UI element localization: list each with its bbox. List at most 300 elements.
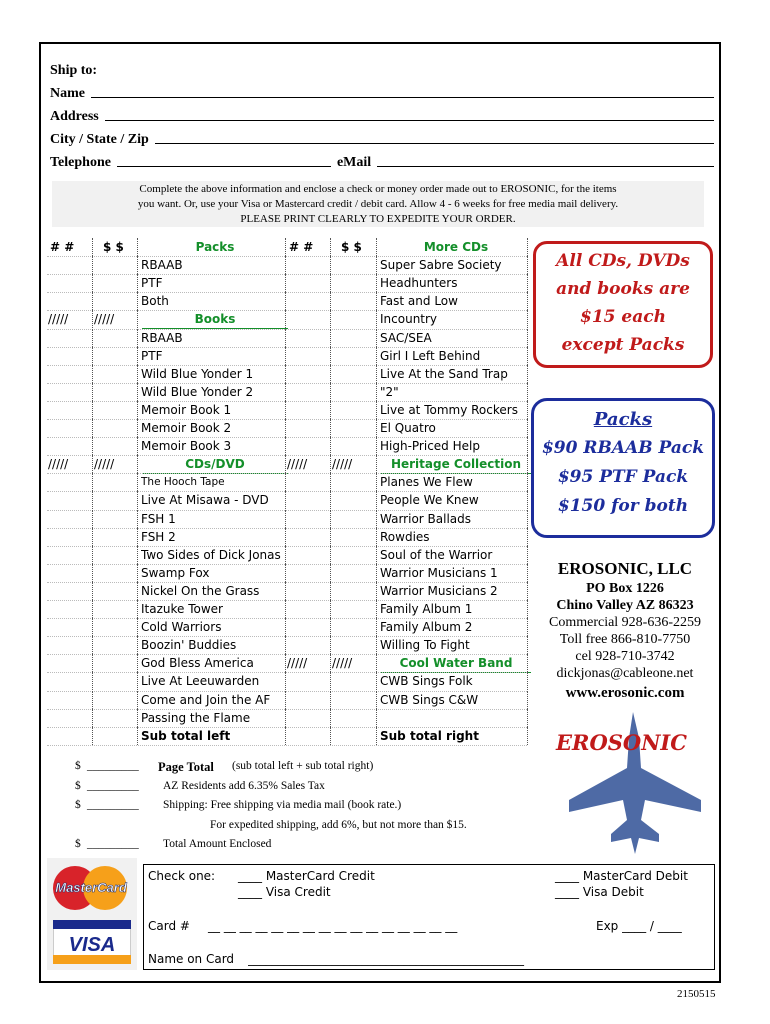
qty-field[interactable] bbox=[286, 636, 330, 654]
item-label: FSH 2 bbox=[141, 529, 176, 544]
column-divider bbox=[527, 582, 528, 600]
column-divider bbox=[330, 292, 331, 310]
qty-field[interactable] bbox=[286, 437, 330, 455]
item-label: RBAAB bbox=[141, 330, 183, 345]
column-divider bbox=[92, 274, 93, 292]
page-total-note: (sub total left + sub total right) bbox=[232, 760, 374, 772]
qty-field[interactable] bbox=[286, 274, 330, 292]
order-row bbox=[47, 329, 527, 347]
shipping-field[interactable]: _________ bbox=[87, 799, 139, 811]
column-divider bbox=[285, 292, 286, 310]
total-field[interactable]: _________ bbox=[87, 838, 139, 850]
price-field[interactable] bbox=[93, 292, 137, 310]
item-label: Boozin' Buddies bbox=[141, 638, 237, 653]
column-divider bbox=[92, 618, 93, 636]
column-divider bbox=[527, 600, 528, 618]
price-field[interactable] bbox=[93, 329, 137, 347]
column-divider bbox=[527, 510, 528, 528]
price-header: $ $ bbox=[341, 240, 362, 254]
qty-field[interactable] bbox=[47, 600, 91, 618]
item-label: Planes We Flew bbox=[380, 475, 473, 490]
qty-field[interactable] bbox=[286, 491, 330, 509]
column-divider bbox=[330, 546, 331, 564]
price-field[interactable] bbox=[93, 347, 137, 365]
column-divider bbox=[376, 709, 377, 727]
item-label: Memoir Book 1 bbox=[141, 402, 232, 417]
order-row bbox=[47, 274, 527, 292]
slash-mark: ///// bbox=[287, 457, 308, 472]
price-field[interactable] bbox=[331, 636, 375, 654]
qty-field[interactable] bbox=[286, 383, 330, 401]
qty-field[interactable] bbox=[47, 329, 91, 347]
column-divider bbox=[376, 528, 377, 546]
column-divider bbox=[330, 654, 331, 672]
qty-field[interactable] bbox=[47, 528, 91, 546]
column-divider bbox=[376, 564, 377, 582]
qty-field[interactable] bbox=[286, 310, 330, 328]
column-divider bbox=[527, 383, 528, 401]
item-label: Warrior Musicians 1 bbox=[380, 565, 498, 580]
dollar-sign: $ bbox=[75, 760, 81, 772]
qty-field[interactable] bbox=[47, 654, 91, 672]
price-field[interactable] bbox=[93, 636, 137, 654]
name-label: Name bbox=[50, 86, 85, 101]
section-header: CDs/DVD bbox=[142, 455, 288, 474]
column-divider bbox=[92, 727, 93, 745]
price-field[interactable] bbox=[331, 600, 375, 618]
payment-box bbox=[143, 864, 715, 970]
email-field[interactable] bbox=[377, 166, 714, 167]
column-divider bbox=[527, 473, 528, 491]
column-header: Packs bbox=[195, 240, 235, 254]
column-divider bbox=[285, 600, 286, 618]
item-label: The Hooch Tape bbox=[141, 476, 225, 489]
telephone-label: Telephone bbox=[50, 155, 111, 170]
qty-field[interactable] bbox=[47, 672, 91, 690]
dollar-sign: $ bbox=[75, 799, 81, 811]
qty-field[interactable] bbox=[47, 401, 91, 419]
slash-mark: ///// bbox=[287, 656, 308, 671]
phone-commercial: Commercial 928-636-2259 bbox=[548, 615, 702, 630]
order-row bbox=[47, 292, 527, 310]
price-field[interactable] bbox=[93, 691, 137, 709]
pack-price: $150 for both bbox=[557, 496, 689, 516]
item-label: CWB Sings C&W bbox=[380, 692, 479, 707]
price-field[interactable] bbox=[331, 310, 375, 328]
qty-field[interactable] bbox=[286, 365, 330, 383]
column-divider bbox=[527, 292, 528, 310]
column-divider bbox=[330, 618, 331, 636]
column-divider bbox=[330, 419, 331, 437]
column-divider bbox=[376, 691, 377, 709]
slash-mark: ///// bbox=[94, 312, 115, 327]
notice-line: Complete the above information and enclose a check or money order made out to EROSONIC, for the items bbox=[139, 183, 617, 195]
order-row bbox=[47, 401, 527, 419]
qty-field[interactable] bbox=[47, 709, 91, 727]
qty-field[interactable] bbox=[286, 510, 330, 528]
price-field[interactable] bbox=[93, 672, 137, 690]
qty-field[interactable] bbox=[47, 582, 91, 600]
column-divider bbox=[376, 274, 377, 292]
address-label: Address bbox=[50, 109, 99, 124]
name-on-card-label: Name on Card bbox=[148, 952, 235, 966]
column-divider bbox=[92, 473, 93, 491]
column-divider bbox=[137, 618, 138, 636]
column-divider bbox=[527, 491, 528, 509]
promo-line: except Packs bbox=[561, 335, 685, 355]
phone-toll-free: Toll free 866-810-7750 bbox=[559, 632, 691, 647]
column-divider bbox=[330, 727, 331, 745]
order-row bbox=[47, 672, 527, 690]
order-row bbox=[47, 510, 527, 528]
city-field[interactable] bbox=[155, 143, 714, 144]
column-divider bbox=[527, 329, 528, 347]
column-divider bbox=[376, 618, 377, 636]
column-divider bbox=[92, 310, 93, 328]
price-field[interactable] bbox=[331, 691, 375, 709]
column-divider bbox=[376, 292, 377, 310]
item-label: Sub total right bbox=[380, 728, 479, 743]
price-field[interactable] bbox=[331, 510, 375, 528]
price-field[interactable] bbox=[331, 292, 375, 310]
column-divider bbox=[376, 510, 377, 528]
qty-field[interactable] bbox=[286, 473, 330, 491]
order-row bbox=[47, 256, 527, 274]
item-label: Soul of the Warrior bbox=[380, 547, 493, 562]
order-row bbox=[47, 238, 527, 256]
order-row bbox=[47, 636, 527, 654]
order-row bbox=[47, 727, 527, 745]
slash-mark: ///// bbox=[332, 656, 353, 671]
section-header: Books bbox=[142, 310, 288, 329]
qty-field[interactable] bbox=[286, 546, 330, 564]
price-field[interactable] bbox=[331, 528, 375, 546]
qty-field[interactable] bbox=[47, 292, 91, 310]
qty-field[interactable] bbox=[47, 473, 91, 491]
price-field[interactable] bbox=[93, 510, 137, 528]
column-divider bbox=[285, 310, 286, 328]
column-divider bbox=[330, 528, 331, 546]
promo-line: All CDs, DVDs bbox=[556, 251, 690, 271]
price-field[interactable] bbox=[93, 383, 137, 401]
price-field[interactable] bbox=[331, 329, 375, 347]
price-field[interactable] bbox=[93, 437, 137, 455]
column-divider bbox=[285, 491, 286, 509]
dollar-sign: $ bbox=[75, 838, 81, 850]
column-divider bbox=[376, 600, 377, 618]
column-divider bbox=[137, 727, 138, 745]
item-label: Warrior Ballads bbox=[380, 511, 472, 526]
price-field[interactable] bbox=[331, 401, 375, 419]
price-field[interactable] bbox=[93, 473, 137, 491]
column-divider bbox=[285, 636, 286, 654]
company-info bbox=[533, 558, 717, 702]
mastercard-debit-option[interactable]: ____ MasterCard Debit bbox=[555, 869, 688, 883]
column-divider bbox=[285, 365, 286, 383]
pack-price: $90 RBAAB Pack bbox=[541, 438, 705, 458]
qty-field[interactable] bbox=[47, 636, 91, 654]
price-field[interactable] bbox=[331, 365, 375, 383]
column-divider bbox=[330, 582, 331, 600]
price-field[interactable] bbox=[331, 347, 375, 365]
column-divider bbox=[330, 365, 331, 383]
total-label: Total Amount Enclosed bbox=[163, 838, 272, 850]
column-divider bbox=[376, 419, 377, 437]
item-label bbox=[380, 709, 530, 727]
column-divider bbox=[285, 401, 286, 419]
qty-field[interactable] bbox=[286, 582, 330, 600]
qty-field[interactable] bbox=[47, 365, 91, 383]
page-total-label: Page Total bbox=[158, 760, 214, 774]
price-field[interactable] bbox=[331, 727, 375, 745]
qty-field[interactable] bbox=[47, 274, 91, 292]
qty-field[interactable] bbox=[47, 491, 91, 509]
ship-to-section bbox=[50, 56, 714, 171]
price-field[interactable] bbox=[93, 546, 137, 564]
price-field[interactable] bbox=[93, 709, 137, 727]
notice-line: you want. Or, use your Visa or Mastercard credit / debit card. Allow 4 - 6 weeks for free media mail delivery. bbox=[137, 198, 619, 210]
price-field[interactable] bbox=[93, 654, 137, 672]
order-row bbox=[47, 455, 527, 473]
item-label: Come and Join the AF bbox=[141, 692, 271, 707]
column-divider bbox=[527, 238, 528, 256]
column-divider bbox=[92, 455, 93, 473]
price-field[interactable] bbox=[331, 582, 375, 600]
column-divider bbox=[92, 564, 93, 582]
price-field[interactable] bbox=[93, 582, 137, 600]
price-field[interactable] bbox=[331, 437, 375, 455]
column-divider bbox=[137, 582, 138, 600]
column-divider bbox=[285, 473, 286, 491]
price-field[interactable] bbox=[331, 256, 375, 274]
price-field[interactable] bbox=[331, 709, 375, 727]
qty-field[interactable] bbox=[47, 564, 91, 582]
packs-heading: Packs bbox=[593, 409, 653, 430]
card-logos-panel bbox=[47, 858, 137, 970]
visa-credit-option[interactable]: ____ Visa Credit bbox=[238, 885, 331, 899]
column-divider bbox=[330, 709, 331, 727]
column-divider bbox=[330, 672, 331, 690]
price-field[interactable] bbox=[331, 383, 375, 401]
qty-field[interactable] bbox=[286, 256, 330, 274]
column-divider bbox=[527, 437, 528, 455]
price-field[interactable] bbox=[331, 274, 375, 292]
qty-field[interactable] bbox=[286, 691, 330, 709]
column-divider bbox=[137, 310, 138, 328]
mastercard-credit-option[interactable]: ____ MasterCard Credit bbox=[238, 869, 375, 883]
order-row bbox=[47, 437, 527, 455]
page-total-field[interactable]: _________ bbox=[87, 760, 139, 772]
ship-to-heading: Ship to: bbox=[50, 63, 98, 78]
visa-debit-option[interactable]: ____ Visa Debit bbox=[555, 885, 644, 899]
company-email: dickjonas@cableone.net bbox=[556, 666, 694, 681]
column-divider bbox=[330, 347, 331, 365]
erosonic-logo-text: EROSONIC bbox=[556, 730, 687, 755]
expedited-note: For expedited shipping, add 6%, but not more than $15. bbox=[210, 819, 467, 831]
item-label: Super Sabre Society bbox=[380, 258, 502, 273]
item-label: RBAAB bbox=[141, 258, 183, 273]
column-divider bbox=[330, 437, 331, 455]
dollar-sign: $ bbox=[75, 780, 81, 792]
column-divider bbox=[376, 582, 377, 600]
qty-field[interactable] bbox=[286, 709, 330, 727]
price-field[interactable] bbox=[93, 365, 137, 383]
qty-field[interactable] bbox=[286, 618, 330, 636]
price-field[interactable] bbox=[93, 419, 137, 437]
price-field[interactable] bbox=[331, 419, 375, 437]
qty-field[interactable] bbox=[47, 419, 91, 437]
telephone-field[interactable] bbox=[117, 166, 331, 167]
item-label: People We Knew bbox=[380, 493, 479, 508]
expiration-field[interactable]: Exp ____ / ____ bbox=[596, 919, 682, 933]
address-field[interactable] bbox=[105, 120, 714, 121]
item-label: Memoir Book 2 bbox=[141, 421, 232, 435]
price-field[interactable] bbox=[331, 564, 375, 582]
order-row bbox=[47, 564, 527, 582]
form-code: 2150515 bbox=[677, 988, 716, 1000]
column-divider bbox=[376, 347, 377, 365]
qty-field[interactable] bbox=[47, 691, 91, 709]
column-divider bbox=[137, 274, 138, 292]
price-field[interactable] bbox=[331, 473, 375, 491]
qty-field[interactable] bbox=[47, 437, 91, 455]
price-field[interactable] bbox=[93, 618, 137, 636]
item-label: God Bless America bbox=[141, 656, 254, 671]
column-divider bbox=[285, 618, 286, 636]
name-on-card-field[interactable]: ______________________________________________ bbox=[248, 952, 524, 966]
price-field[interactable] bbox=[331, 546, 375, 564]
column-divider bbox=[376, 654, 377, 672]
column-divider bbox=[285, 672, 286, 690]
slash-mark: ///// bbox=[48, 312, 69, 327]
column-divider bbox=[285, 709, 286, 727]
column-divider bbox=[376, 256, 377, 274]
price-field[interactable] bbox=[331, 618, 375, 636]
qty-field[interactable] bbox=[47, 727, 91, 745]
check-one-label: Check one: bbox=[148, 869, 216, 883]
column-divider bbox=[285, 564, 286, 582]
price-field[interactable] bbox=[93, 564, 137, 582]
column-divider bbox=[330, 691, 331, 709]
qty-field[interactable] bbox=[286, 564, 330, 582]
column-divider bbox=[527, 274, 528, 292]
order-row bbox=[47, 528, 527, 546]
column-divider bbox=[376, 727, 377, 745]
qty-field[interactable] bbox=[47, 256, 91, 274]
column-divider bbox=[92, 600, 93, 618]
instructions-notice bbox=[52, 181, 704, 227]
price-field[interactable] bbox=[93, 256, 137, 274]
qty-field[interactable] bbox=[286, 528, 330, 546]
column-divider bbox=[137, 292, 138, 310]
column-divider bbox=[285, 437, 286, 455]
order-row bbox=[47, 582, 527, 600]
column-divider bbox=[92, 672, 93, 690]
column-divider bbox=[527, 419, 528, 437]
column-divider bbox=[137, 546, 138, 564]
slash-mark: ///// bbox=[48, 457, 69, 472]
column-divider bbox=[92, 383, 93, 401]
qty-field[interactable] bbox=[286, 401, 330, 419]
item-label: Wild Blue Yonder 1 bbox=[141, 366, 254, 381]
column-divider bbox=[376, 238, 377, 256]
order-row bbox=[47, 310, 527, 328]
slash-mark: ///// bbox=[94, 457, 115, 472]
item-label: Memoir Book 3 bbox=[141, 439, 232, 454]
svg-text:MasterCard: MasterCard bbox=[55, 880, 127, 895]
column-divider bbox=[92, 528, 93, 546]
column-divider bbox=[285, 383, 286, 401]
qty-field[interactable] bbox=[47, 347, 91, 365]
column-divider bbox=[137, 672, 138, 690]
price-field[interactable] bbox=[93, 727, 137, 745]
shipping-label: Shipping: Free shipping via media mail (book rate.) bbox=[163, 799, 402, 811]
qty-field[interactable] bbox=[47, 618, 91, 636]
column-divider bbox=[137, 473, 138, 491]
column-divider bbox=[285, 274, 286, 292]
qty-field[interactable] bbox=[286, 419, 330, 437]
column-divider bbox=[376, 401, 377, 419]
item-label: Family Album 1 bbox=[380, 602, 473, 616]
order-table bbox=[47, 238, 527, 750]
pack-price: $95 PTF Pack bbox=[557, 467, 689, 487]
card-number-field[interactable]: __ __ __ __ __ __ __ __ __ __ __ __ __ __ __ __ bbox=[208, 919, 458, 933]
column-divider bbox=[285, 727, 286, 745]
column-divider bbox=[285, 419, 286, 437]
qty-field[interactable] bbox=[286, 347, 330, 365]
column-divider bbox=[92, 329, 93, 347]
item-label: SAC/SEA bbox=[380, 330, 432, 345]
svg-text:VISA: VISA bbox=[68, 934, 116, 956]
column-divider bbox=[376, 329, 377, 347]
price-field[interactable] bbox=[93, 274, 137, 292]
item-label: Nickel On the Grass bbox=[141, 583, 260, 598]
column-divider bbox=[527, 401, 528, 419]
price-field[interactable] bbox=[93, 491, 137, 509]
qty-field[interactable] bbox=[286, 600, 330, 618]
price-field[interactable] bbox=[93, 600, 137, 618]
column-divider bbox=[330, 564, 331, 582]
column-header: More CDs bbox=[423, 240, 489, 254]
qty-field[interactable] bbox=[286, 672, 330, 690]
sales-tax-field[interactable]: _________ bbox=[87, 780, 139, 792]
qty-field[interactable] bbox=[47, 510, 91, 528]
column-divider bbox=[137, 600, 138, 618]
price-field[interactable] bbox=[93, 528, 137, 546]
column-divider bbox=[376, 365, 377, 383]
promo-line: $15 each bbox=[580, 307, 666, 327]
price-field[interactable] bbox=[331, 491, 375, 509]
name-field[interactable] bbox=[91, 97, 714, 98]
qty-field[interactable] bbox=[286, 727, 330, 745]
qty-header: # # bbox=[289, 240, 314, 254]
column-divider bbox=[92, 401, 93, 419]
column-divider bbox=[376, 455, 377, 473]
item-label: Sub total left bbox=[141, 728, 231, 743]
promo-line: and books are bbox=[556, 279, 690, 299]
qty-field[interactable] bbox=[286, 329, 330, 347]
qty-field[interactable] bbox=[47, 546, 91, 564]
qty-field[interactable] bbox=[47, 383, 91, 401]
order-row bbox=[47, 691, 527, 709]
qty-field[interactable] bbox=[286, 292, 330, 310]
item-label: Live at Tommy Rockers bbox=[380, 402, 518, 417]
price-field[interactable] bbox=[331, 672, 375, 690]
column-divider bbox=[330, 238, 331, 256]
item-label: High-Priced Help bbox=[380, 439, 480, 454]
column-divider bbox=[137, 401, 138, 419]
price-field[interactable] bbox=[93, 401, 137, 419]
